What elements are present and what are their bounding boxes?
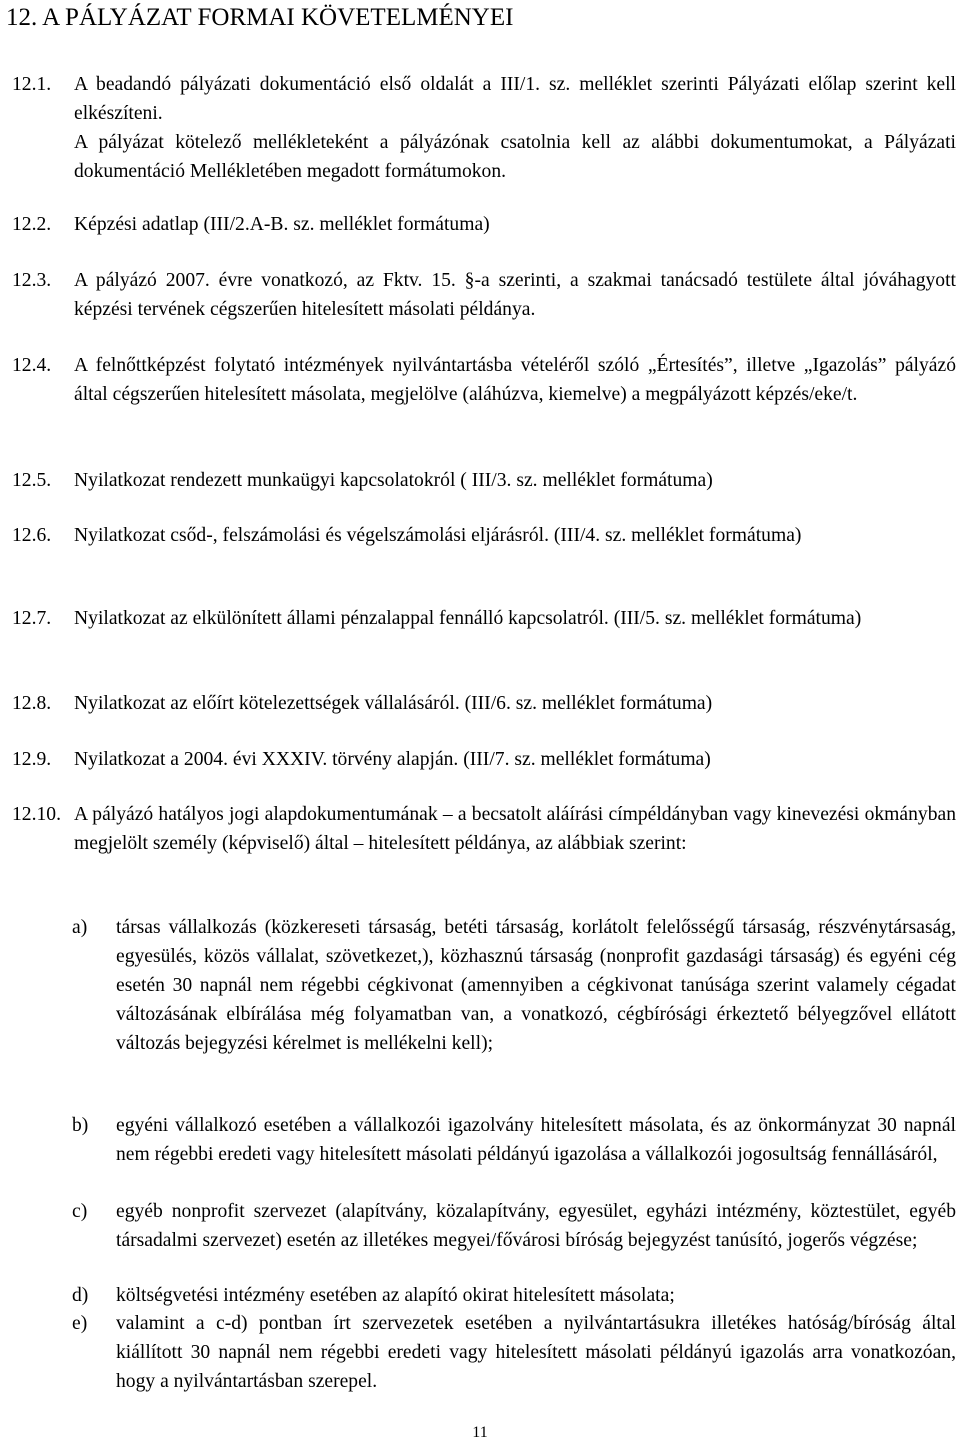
sub-item-label: e) xyxy=(72,1313,88,1334)
item-text: A felnőttképzést folytató intézmények nyilvántartásba vételéről szóló „Értesítés”, illetve „Igazolás” pályázó által cégszerűen hitelesített másolata, megjelölve (aláhúzva, kiemelve) a megpályázott képzés/eke/t. xyxy=(74,355,956,405)
item-text: A beadandó pályázati dokumentáció első oldalát a III/1. sz. melléklet szerinti Pályázati előlap szerint kell elkészíteni. xyxy=(74,74,956,124)
sub-list-item xyxy=(72,913,956,1058)
sub-list-item xyxy=(72,1281,956,1310)
item-text: Nyilatkozat a 2004. évi XXXIV. törvény alapján. (III/7. sz. melléklet formátuma) xyxy=(74,749,711,770)
sub-list-item xyxy=(72,1197,956,1255)
sub-item-text: társas vállalkozás (közkereseti társaság, betéti társaság, korlátolt felelősségű társaság, részvénytársaság, egyesülés, közös vállalat, szövetkezet,), közhasznú társaság (nonprofit gazdasági társaság) és egyéni cég esetén 30 napnál nem régebbi cégkivonat (amennyiben a cégkivonat tanúsága szerint valamely cégadat változásának elbírálása még folyamatban van, a vonatkozó, cégbírósági érkeztető bélyegzővel ellátott változás bejegyzési kérelmet is mellékelni kell); xyxy=(116,917,956,1054)
item-text: A pályázó hatályos jogi alapdokumentumának – a becsatolt aláírási címpéldányban vagy kinevezési okmányban megjelölt személy (képviselő) által – hitelesített példánya, az alábbiak szerint: xyxy=(74,804,956,854)
list-item xyxy=(12,689,956,718)
item-text: Képzési adatlap (III/2.A-B. sz. melléklet formátuma) xyxy=(74,214,490,235)
item-number: 12.3. xyxy=(12,270,52,291)
item-text: Nyilatkozat az előírt kötelezettségek vállalásáról. (III/6. sz. melléklet formátuma) xyxy=(74,693,713,714)
sub-item-label: d) xyxy=(72,1285,89,1306)
item-number: 12.7. xyxy=(12,608,52,629)
item-number: 12.5. xyxy=(12,470,52,491)
sub-item-text: valamint a c-d) pontban írt szervezetek esetében a nyilvántartásukra illetékes hatóság/bíróság által kiállított 30 napnál nem régebbi eredeti vagy hitelesített másolati példányú igazolás arra vonatkozóan, hogy a nyilvántartásban szerepel. xyxy=(116,1313,956,1392)
item-text-continued: A pályázat kötelező mellékleteként a pályázónak csatolnia kell az alábbi dokumentumokat, a Pályázati dokumentáció Mellékletében megadott formátumokon. xyxy=(74,132,956,182)
item-text: Nyilatkozat csőd-, felszámolási és végelszámolási eljárásról. (III/4. sz. melléklet formátuma) xyxy=(74,525,802,546)
list-item xyxy=(12,210,956,239)
item-number: 12.9. xyxy=(12,749,52,770)
sub-item-text: egyéb nonprofit szervezet (alapítvány, közalapítvány, egyesület, egyházi intézmény, köztestület, egyéb társadalmi szervezet) esetén az illetékes megyei/fővárosi bíróság bejegyzést tanúsító, jogerős végzése; xyxy=(116,1201,956,1251)
list-item xyxy=(12,800,956,858)
item-number: 12.10. xyxy=(12,804,61,825)
item-number: 12.4. xyxy=(12,355,52,376)
item-number: 12.8. xyxy=(12,693,52,714)
item-number: 12.2. xyxy=(12,214,52,235)
item-text: Nyilatkozat az elkülönített állami pénzalappal fennálló kapcsolatról. (III/5. sz. melléklet formátuma) xyxy=(74,608,862,629)
sub-list-item xyxy=(72,1309,956,1396)
sub-item-label: a) xyxy=(72,917,88,938)
list-item xyxy=(12,604,956,633)
sub-item-label: c) xyxy=(72,1201,88,1222)
sub-list-item xyxy=(72,1111,956,1169)
list-item xyxy=(12,745,956,774)
item-number: 12.1. xyxy=(12,74,52,95)
sub-item-text: költségvetési intézmény esetében az alapító okirat hitelesített másolata; xyxy=(116,1285,675,1306)
item-text: A pályázó 2007. évre vonatkozó, az Fktv. 15. §-a szerinti, a szakmai tanácsadó testülete által jóváhagyott képzési tervének cégszerűen hitelesített másolati példánya. xyxy=(74,270,956,320)
sub-item-label: b) xyxy=(72,1115,89,1136)
list-item xyxy=(12,351,956,409)
page-title: 12. A PÁLYÁZAT FORMAI KÖVETELMÉNYEI xyxy=(6,4,514,31)
item-text: Nyilatkozat rendezett munkaügyi kapcsolatokról ( III/3. sz. melléklet formátuma) xyxy=(74,470,713,491)
list-item xyxy=(12,521,956,550)
list-item xyxy=(12,466,956,495)
item-number: 12.6. xyxy=(12,525,52,546)
page-number: 11 xyxy=(472,1424,488,1441)
list-item xyxy=(12,70,956,186)
sub-item-text: egyéni vállalkozó esetében a vállalkozói igazolvány hitelesített másolata, és az önkormányzat 30 napnál nem régebbi eredeti vagy hitelesített másolati példányú igazolása a vállalkozói jogosultság fennállásáról, xyxy=(116,1115,956,1165)
list-item xyxy=(12,266,956,324)
